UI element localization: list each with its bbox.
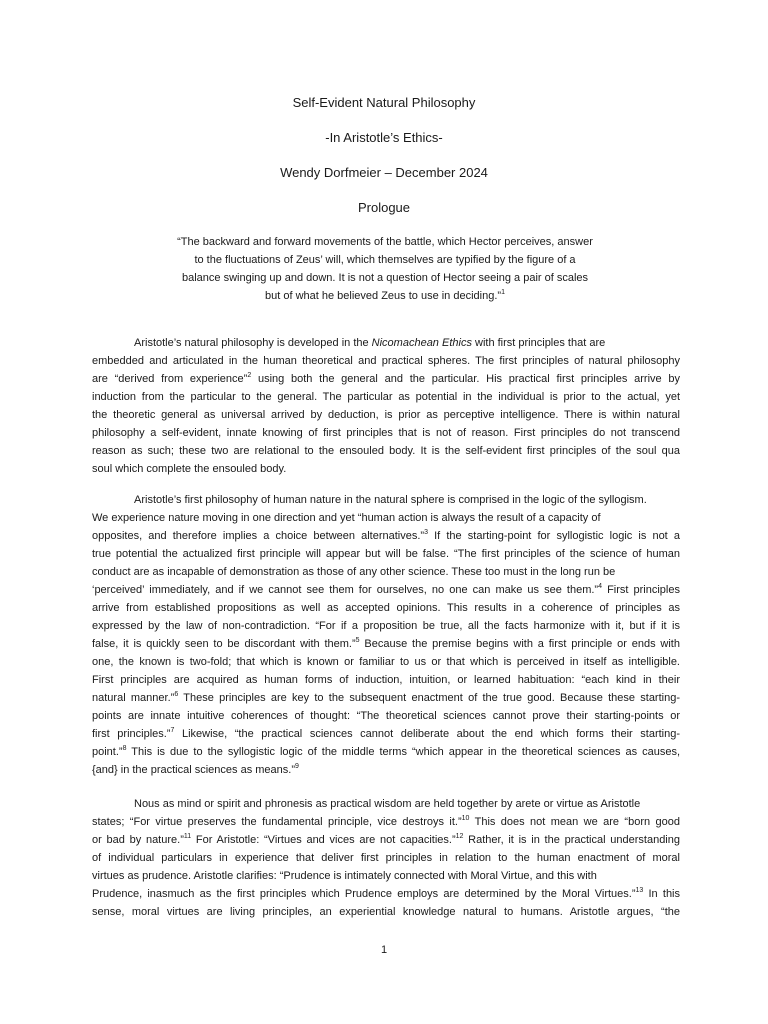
text-line [92, 743, 680, 761]
footnote-marker: 2 [247, 372, 252, 379]
text-line: points are innate intuitive coherences of thought: “The theoretical sciences cannot prove their starting-points or [92, 710, 680, 722]
text-line: one, the known is two-fold; that which is known or familiar to us or that which is perceived in itself as intelligible. [92, 656, 680, 668]
text-line: reason as such; these two are relational to the ensouled body. It is the self-evident first principles of the soul qua [92, 445, 680, 457]
text-line [92, 370, 680, 388]
text-line: induction from the particular to the general. The particular as potential in the individual is prior to the actual, yet [92, 391, 680, 403]
text-run: with first principles that are [471, 337, 606, 349]
text-line: true potential the actualized first principle will appear but will be false. “The first principles of the science of human [92, 548, 680, 560]
text-run: First principles [602, 584, 680, 596]
text-run: Aristotle’s first philosophy of human nature in the natural sphere is comprised in the logic of the syllogism. [134, 494, 647, 506]
page-number: 1 [380, 944, 388, 956]
footnote-marker: 10 [461, 815, 470, 822]
text-run: Rather, it is in the practical understanding [463, 834, 680, 846]
text-run: Likewise, “the practical sciences cannot deliberate about the end which forms their starting- [174, 728, 681, 740]
footnote-marker: 13 [635, 887, 644, 894]
text-run: Prudence, inasmuch as the first principles which Prudence employs are determined by the Moral Virtues.” [92, 888, 636, 900]
paragraph-3 [92, 795, 680, 921]
footnote-marker: 12 [455, 833, 464, 840]
text-line [92, 725, 680, 743]
text-run: For Aristotle: “Virtues and vices are not capacities.” [191, 834, 456, 846]
text-line [92, 885, 680, 903]
text-line [92, 813, 680, 831]
text-line: conduct are as incapable of demonstration as those of any other science. These too must in the long run be [92, 566, 616, 578]
text-run: natural manner.” [92, 692, 175, 704]
section-heading: Prologue [357, 200, 411, 215]
text-run: Nous as mind or spirit and phronesis as practical wisdom are held together by arete or virtue as Aristotle [134, 798, 641, 810]
epigraph-text: but of what he believed Zeus to use in deciding.” [265, 290, 502, 302]
footnote-marker: 4 [598, 583, 602, 590]
footnote-marker: 5 [355, 637, 360, 644]
text-run: or bad by nature.” [92, 834, 184, 846]
text-run: states; “For virtue preserves the fundamental principle, vice destroys it.” [92, 816, 462, 828]
text-run: Because the premise begins with a first principle or ends with [359, 638, 680, 650]
text-run: opposites, and therefore implies a choice between alternatives.” [92, 530, 425, 542]
text-run: using both the general and the particular. His practical first principles arrive by [251, 373, 680, 385]
text-line: expressed by the law of non-contradiction. “For if a proposition be true, all the facts harmonize with it, but if it is [92, 620, 680, 632]
text-line [92, 831, 680, 849]
text-line [92, 689, 680, 707]
text-line: embedded and articulated in the human theoretical and practical spheres. The first principles of natural philosophy [92, 355, 680, 367]
text-run: These principles are key to the subsequent enactment of the true good. Because these starting- [178, 692, 680, 704]
footnote-marker: 11 [183, 833, 192, 840]
document-title: Self-Evident Natural Philosophy [292, 95, 476, 110]
text-run: This does not mean we are “born good [469, 816, 680, 828]
epigraph-line [150, 287, 620, 305]
text-line [92, 527, 680, 545]
text-run: In this [643, 888, 681, 900]
text-run: This is due to the syllogistic logic of the middle terms “which appear in the theoretical sciences as causes, [126, 746, 680, 758]
text-line: the theoretic general as universal arrived by deduction, is prior as perceptive intelligence. There is within natural [92, 409, 680, 421]
epigraph-line: to the fluctuations of Zeus’ will, which themselves are typified by the figure of a [194, 254, 576, 266]
text-run: {and} in the practical sciences as means.” [92, 764, 296, 776]
text-line [92, 334, 680, 352]
text-run: are “derived from experience” [92, 373, 248, 385]
text-line: arrive from established propositions as well as accepted opinions. This results in a coherence of principles as [92, 602, 680, 614]
text-run: first principles.” [92, 728, 171, 740]
footnote-marker: 7 [170, 727, 175, 734]
footnote-marker: 8 [122, 745, 127, 752]
text-run: point.” [92, 746, 123, 758]
epigraph-line: “The backward and forward movements of the battle, which Hector perceives, answer [177, 236, 593, 248]
text-run: If the starting-point for syllogistic logic is not a [428, 530, 680, 542]
author-date-line: Wendy Dorfmeier – December 2024 [280, 165, 488, 180]
text-line [92, 795, 680, 813]
text-run: ‘perceived’ immediately, and if we cannot see them for ourselves, no one can make us see them.” [92, 584, 599, 596]
text-line: sense, moral virtues are living principles, an experiential knowledge natural to humans. Aristotle argues, “the [92, 906, 680, 918]
footnote-marker: 9 [295, 763, 299, 770]
text-line [92, 491, 680, 509]
text-line: of individual particulars in experience that deliver first principles in relation to the human enactment of moral [92, 852, 680, 864]
footnote-marker: 3 [424, 529, 428, 536]
text-line [92, 635, 680, 653]
text-line: virtues as prudence. Aristotle clarifies: “Prudence is intimately connected with Moral Virtue, and this with [92, 870, 597, 882]
epigraph [150, 233, 620, 305]
text-line: philosophy a self-evident, innate knowing of first principles that is not of reason. First principles do not transcend [92, 427, 680, 439]
text-run: Aristotle’s natural philosophy is developed in the [134, 337, 372, 349]
book-title: Nicomachean Ethics [371, 337, 472, 349]
text-line: We experience nature moving in one direction and yet “human action is always the result of a capacity of [92, 512, 601, 524]
text-line [92, 761, 680, 779]
text-run: false, it is quickly seen to be discordant with them.” [92, 638, 356, 650]
text-line: soul which complete the ensouled body. [92, 463, 287, 475]
footnote-marker: 1 [501, 289, 505, 296]
epigraph-line: balance swinging up and down. It is not a question of Hector seeing a pair of scales [181, 272, 589, 284]
paragraph-2 [92, 491, 680, 779]
text-line [92, 581, 680, 599]
text-line: First principles are acquired as human forms of induction, intuition, or learned habituation: “each kind in their [92, 674, 680, 686]
footnote-marker: 6 [174, 691, 179, 698]
paragraph-1 [92, 334, 680, 478]
document-subtitle: -In Aristotle’s Ethics- [325, 130, 443, 145]
